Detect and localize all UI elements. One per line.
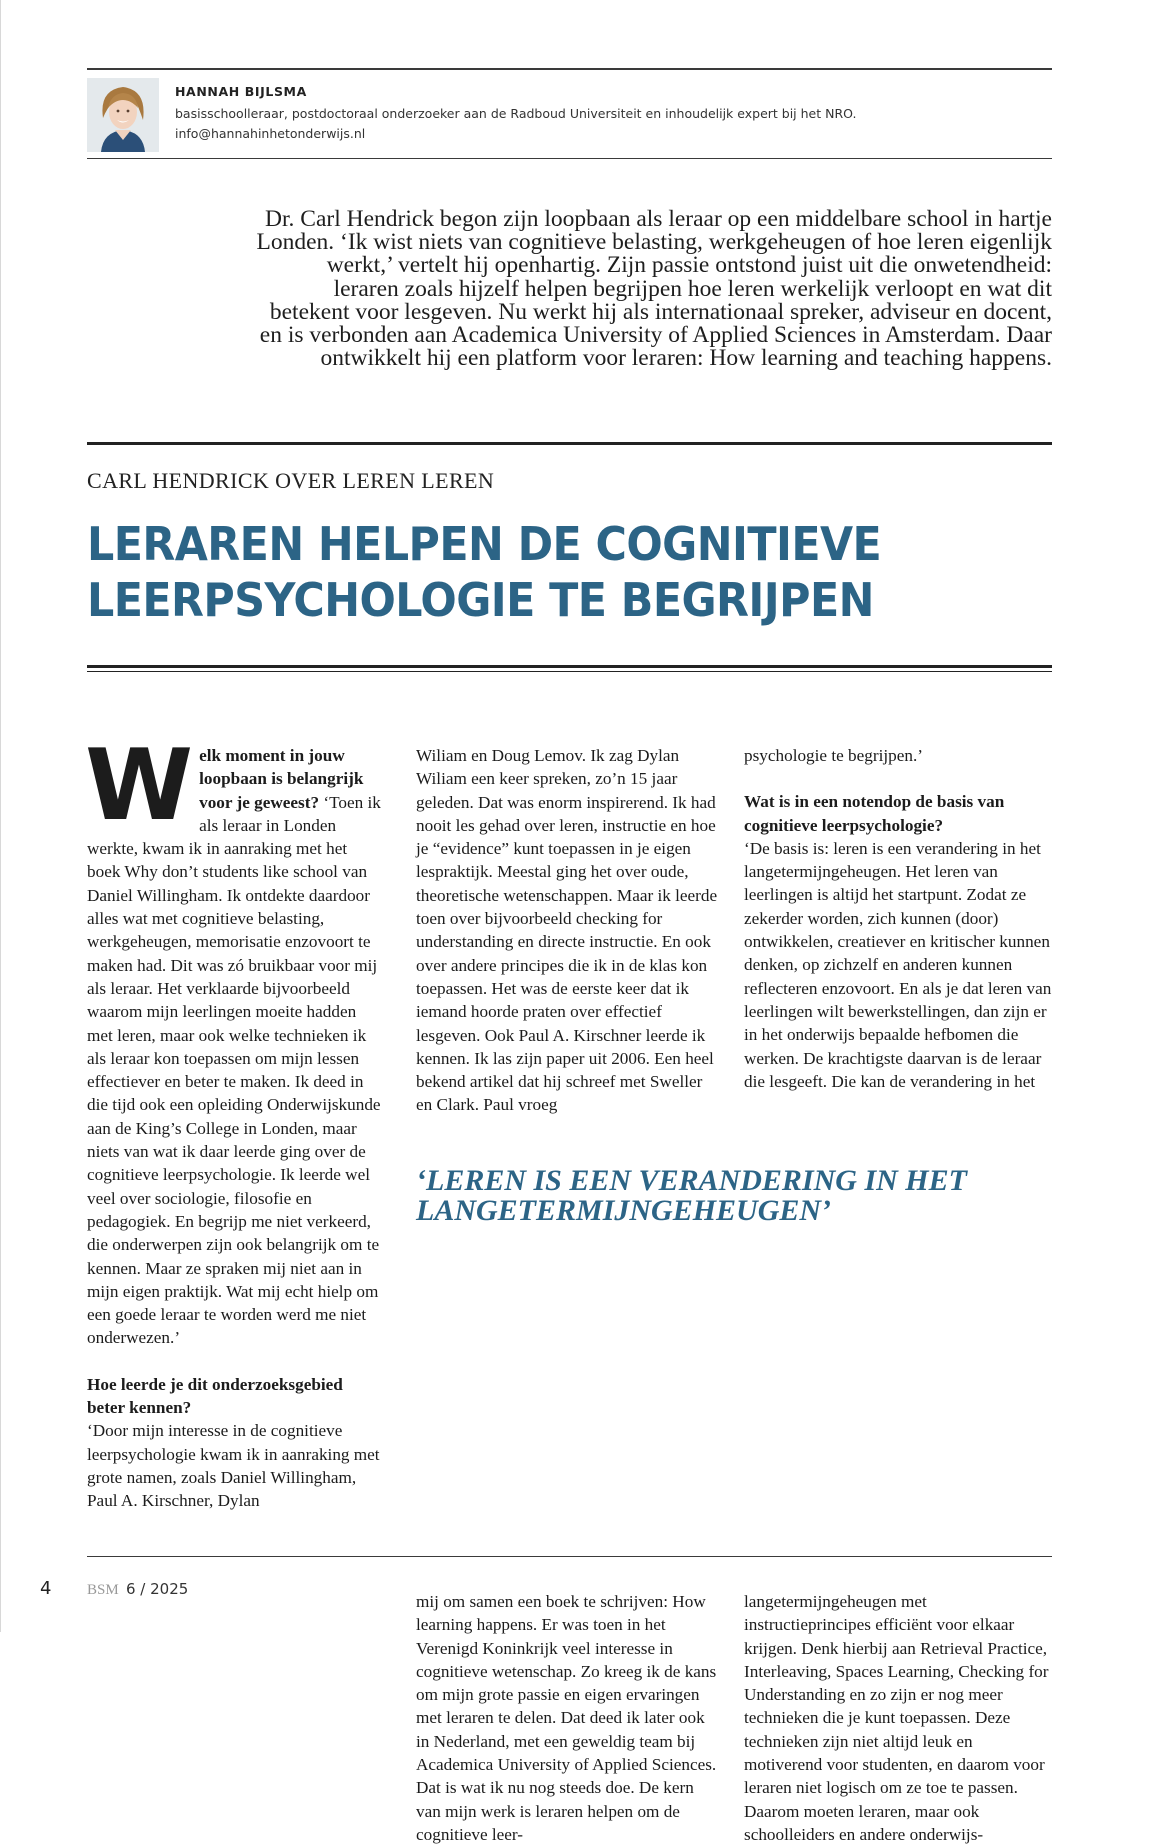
author-name: HANNAH BIJLSMA	[175, 84, 307, 99]
column-3-continued	[744, 1590, 1052, 1846]
answer-text: ‘Toen ik als leraar in Londen werkte, kwam ik in aanraking met het boek Why don’t students like school van Daniel Willingham. Ik ontdekte daardoor alles wat met cognitieve belasting, werkgeheugen, memorisatie enzovoort te maken had. Dit was zó bruikbaar voor mij als leraar. Het verklaarde bijvoorbeeld waarom mijn leerlingen moeite hadden met leren, maar ook welke technieken ik als leraar kon toepassen om mijn lessen effectiever en beter te maken. Ik deed in die tijd ook een opleiding Onderwijskunde aan de King’s College in Londen, maar niets van wat ik daar leerde ging over de cognitieve leerpsychologie. Ik leerde wel veel over sociologie, filosofie en pedagogiek. En begrijp me niet verkeerd, die onderwerpen zijn ook belangrijk om te kennen. Maar ze spraken mij niet aan in mijn eigen praktijk. Wat mij echt hielp om een goede leraar te worden werd me niet onderwezen.’	[87, 792, 381, 1348]
headline-line: LERAREN HELPEN DE COGNITIEVE	[87, 517, 882, 571]
intro-line: leraren zoals hijzelf helpen begrijpen hoe leren werkelijk verloopt en wat dit	[333, 275, 1052, 302]
headline-rule	[87, 665, 1052, 668]
answer-text: ‘De basis is: leren is een verandering in het langetermijngeheugen. Het leren van leerlingen is altijd het startpunt. Zodat ze zekerder worden, zich kunnen (door) ontwikkelen, creatiever en kritischer kunnen denken, op zichzelf en anderen kunnen reflecteren enzovoort. En als je dat leren van leerlingen wilt bewerkstellingen, dan zijn er in het onderwijs bepaalde hefbomen die werken. De krachtigste daarvan is de leraar die lesgeeft. Die kan de verandering in het	[744, 838, 1052, 1091]
intro-line: en is verbonden aan Academica University of Applied Sciences in Amsterdam. Daar	[259, 322, 1052, 349]
intro-paragraph	[160, 208, 1052, 370]
author-rule	[87, 158, 1052, 159]
magazine-name: BSM	[87, 1582, 119, 1598]
column-1	[85, 729, 382, 1513]
column-2-continued	[416, 1590, 720, 1846]
page-edge-line	[0, 0, 1, 1632]
author-description: basisschoolleraar, postdoctoraal onderzoeker aan de Radboud Universiteit en inhoudelijk expert bij het NRO.	[175, 106, 857, 121]
column-3	[744, 744, 1052, 1093]
drop-cap: W	[85, 729, 194, 843]
pull-quote-line: LANGETERMIJNGEHEUGEN’	[416, 1194, 832, 1227]
answer-text: Wiliam en Doug Lemov. Ik zag Dylan Wiliam een keer spreken, zo’n 15 jaar geleden. Dat was enorm inspirerend. Ik had nooit les gehad over leren, instructie en hoe je “evidence” kunt toepassen in je eigen lespraktijk. Meestal ging het over oude, theoretische wetenschappen. Maar ik leerde toen over bijvoorbeeld checking for understanding en directe instructie. En ook over andere principes die ik in de klas kon toepassen. Het was de eerste keer dat ik iemand hoorde praten over effectief lesgeven. Ook Paul A. Kirschner leerde ik kennen. Ik las zijn paper uit 2006. Een heel bekend artikel dat hij schreef met Sweller en Clark. Paul vroeg	[416, 746, 718, 1115]
answer-text: psychologie te begrijpen.’	[744, 746, 923, 765]
pull-quote-line: ‘LEREN IS EEN VERANDERING IN HET	[416, 1164, 967, 1197]
author-photo-illustration	[87, 78, 159, 152]
interview-question: Wat is in een notendop de basis van cognitieve leerpsychologie?	[744, 792, 1005, 835]
lead-question: elk moment in jouw loopbaan is belangrijk voor je geweest?	[199, 746, 364, 812]
intro-line: Londen. ‘Ik wist niets van cognitieve belasting, werkgeheugen of hoe leren eigenlijk	[256, 229, 1052, 256]
section-rule	[87, 442, 1052, 445]
headline-line: LEERPSYCHOLOGIE TE BEGRIJPEN	[87, 573, 874, 627]
intro-line: ontwikkelt hij een platform voor leraren: How learning and teaching happens.	[320, 345, 1052, 372]
column-2	[416, 744, 720, 1117]
footer-rule	[87, 1556, 1052, 1557]
intro-line: Dr. Carl Hendrick begon zijn loopbaan als leraar op een middelbare school in hartje	[265, 206, 1052, 232]
article-headline	[87, 516, 998, 628]
answer-text: mij om samen een boek te schrijven: How learning happens. Er was toen in het Verenigd Koninkrijk veel interesse in cognitieve wetenschap. Zo kreeg ik de kans om mijn grote passie en eigen ervaringen met leraren te delen. Dat deed ik later ook in Nederland, met een geweldig team bij Academica University of Applied Sciences. Dat is wat ik nu nog steeds doe. De kern van mijn werk is leraren helpen om de cognitieve leer-	[416, 1592, 717, 1844]
author-photo	[87, 78, 159, 152]
intro-line: werkt,’ vertelt hij openhartig. Zijn passie ontstond juist uit die onwetendheid:	[326, 252, 1052, 279]
article-kicker: CARL HENDRICK OVER LEREN LEREN	[87, 468, 495, 493]
author-email[interactable]: info@hannahinhetonderwijs.nl	[175, 126, 366, 141]
issue-number: 6 / 2025	[126, 1580, 189, 1598]
interview-question: Hoe leerde je dit onderzoeksgebied beter kennen?	[87, 1374, 343, 1418]
headline-rule-thin	[87, 671, 1052, 672]
top-rule	[87, 68, 1052, 70]
answer-text: ‘Door mijn interesse in de cognitieve leerpsychologie kwam ik in aanraking met grote namen, zoals Daniel Willingham, Paul A. Kirschner, Dylan	[87, 1421, 380, 1511]
intro-line: betekent voor lesgeven. Nu werkt hij als internationaal spreker, adviseur en docent,	[269, 298, 1052, 325]
page-number: 4	[40, 1578, 52, 1599]
pull-quote	[416, 1166, 1056, 1226]
answer-text: langetermijngeheugen met instructieprincipes efficiënt voor elkaar krijgen. Denk hierbij aan Retrieval Practice, Interleaving, Spaces Learning, Checking for Understanding en zo zijn er nog meer technieken die je kunt toepassen. Deze technieken zijn niet altijd leuk en motiverend voor studenten, en daarom voor leraren niet logisch om ze toe te passen. Daarom moeten leraren, maar ook schoolleiders en andere onderwijs-	[744, 1592, 1049, 1844]
author-block	[87, 78, 1052, 150]
